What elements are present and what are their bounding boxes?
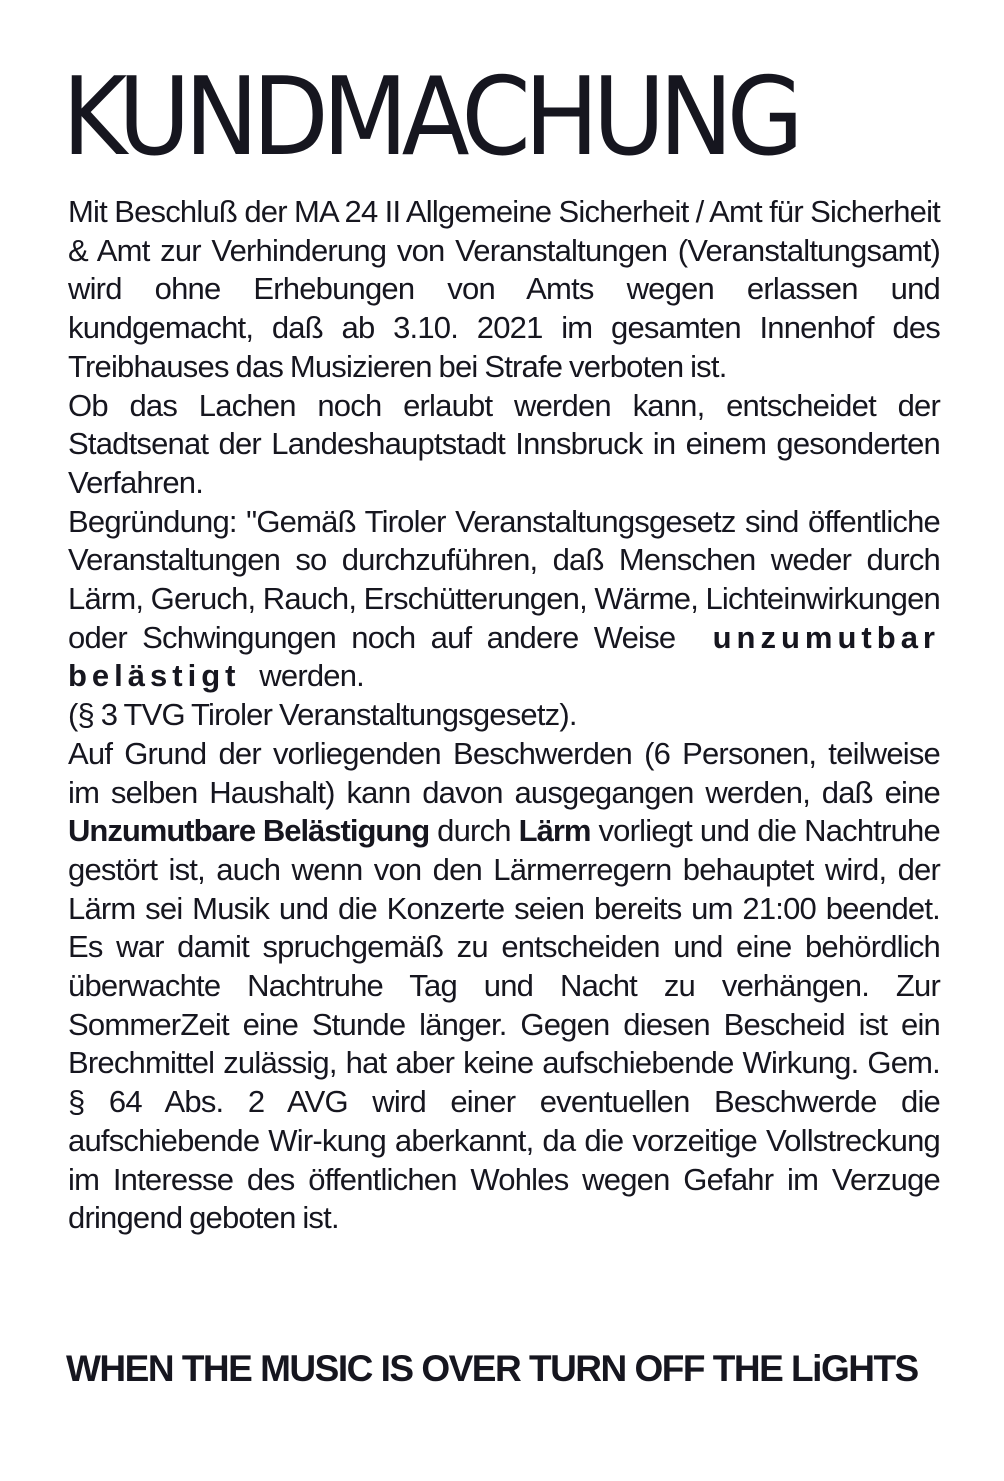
paragraph-legal-reference: (§ 3 TVG Tiroler Veranstaltungsgesetz). — [68, 697, 577, 733]
paragraph-complaints — [68, 735, 940, 1238]
paragraph-justification — [68, 503, 940, 697]
complaints-text-2: durch — [437, 813, 511, 849]
justification-text: Begründung: "Gemäß Tiroler Veranstaltungsgesetz sind öffentliche Veranstaltungen so durchzuführen, daß Menschen weder durch Lärm, Geruch, Rauch, Erschütterungen, Wärme, Lichteinwirkungen oder Schwingungen noch auf andere Weise — [68, 503, 940, 655]
notice-title: KUNDMACHUNG — [62, 55, 798, 180]
complaints-text-1: Auf Grund der vorliegenden Beschwerden (6 Personen, teilweise im selben Haushalt) kann davon ausgegangen werden, daß eine — [68, 735, 940, 810]
complaints-text-3: vorliegt und die Nachtruhe gestört ist, auch wenn von den Lärmerregern behauptet wird, der Lärm sei Musik und die Konzerte seien bereits um 21:00 beendet. Es war damit spruchgemäß zu entscheiden und eine behördlich überwachte Nachtruhe Tag und Nacht zu verhängen. Zur SommerZeit eine Stunde länger. Gegen diesen Bescheid ist ein Brechmittel zulässig, hat aber keine aufschiebende Wirkung. Gem. § 64 Abs. 2 AVG wird einer eventuellen Beschwerde die aufschiebende Wir-kung aberkannt, da die vorzeitige Vollstreckung im Interesse des öffentlichen Wohles wegen Gefahr im Verzuge dringend geboten ist. — [68, 813, 940, 1236]
paragraph-laughter: Ob das Lachen noch erlaubt werden kann, entscheidet der Stadtsenat der Landeshauptstadt Innsbruck in einem gesonderten Verfahren. — [68, 387, 940, 500]
bold-laerm: Lärm — [518, 813, 591, 849]
justification-end: werden. — [259, 658, 364, 694]
notice-body — [68, 193, 940, 1238]
paragraph-decree: Mit Beschluß der MA 24 II Allgemeine Sicherheit / Amt für Sicherheit & Amt zur Verhinderung von Veranstaltungen (Veranstaltungsamt) wird ohne Erhebungen von Amts wegen erlassen und kundgemacht, daß ab 3.10. 2021 im gesamten Innenhof des Treibhauses das Musizieren bei Strafe verboten ist. — [68, 194, 940, 384]
bold-unzumutbare-belaestigung: Unzumutbare Belästigung — [68, 813, 430, 849]
footer-slogan: WHEN THE MUSIC IS OVER TURN OFF THE LiGHTS — [66, 1348, 918, 1389]
emphasis-unzumutbar-belaestigt: unzumutbar belästigt — [68, 619, 940, 694]
